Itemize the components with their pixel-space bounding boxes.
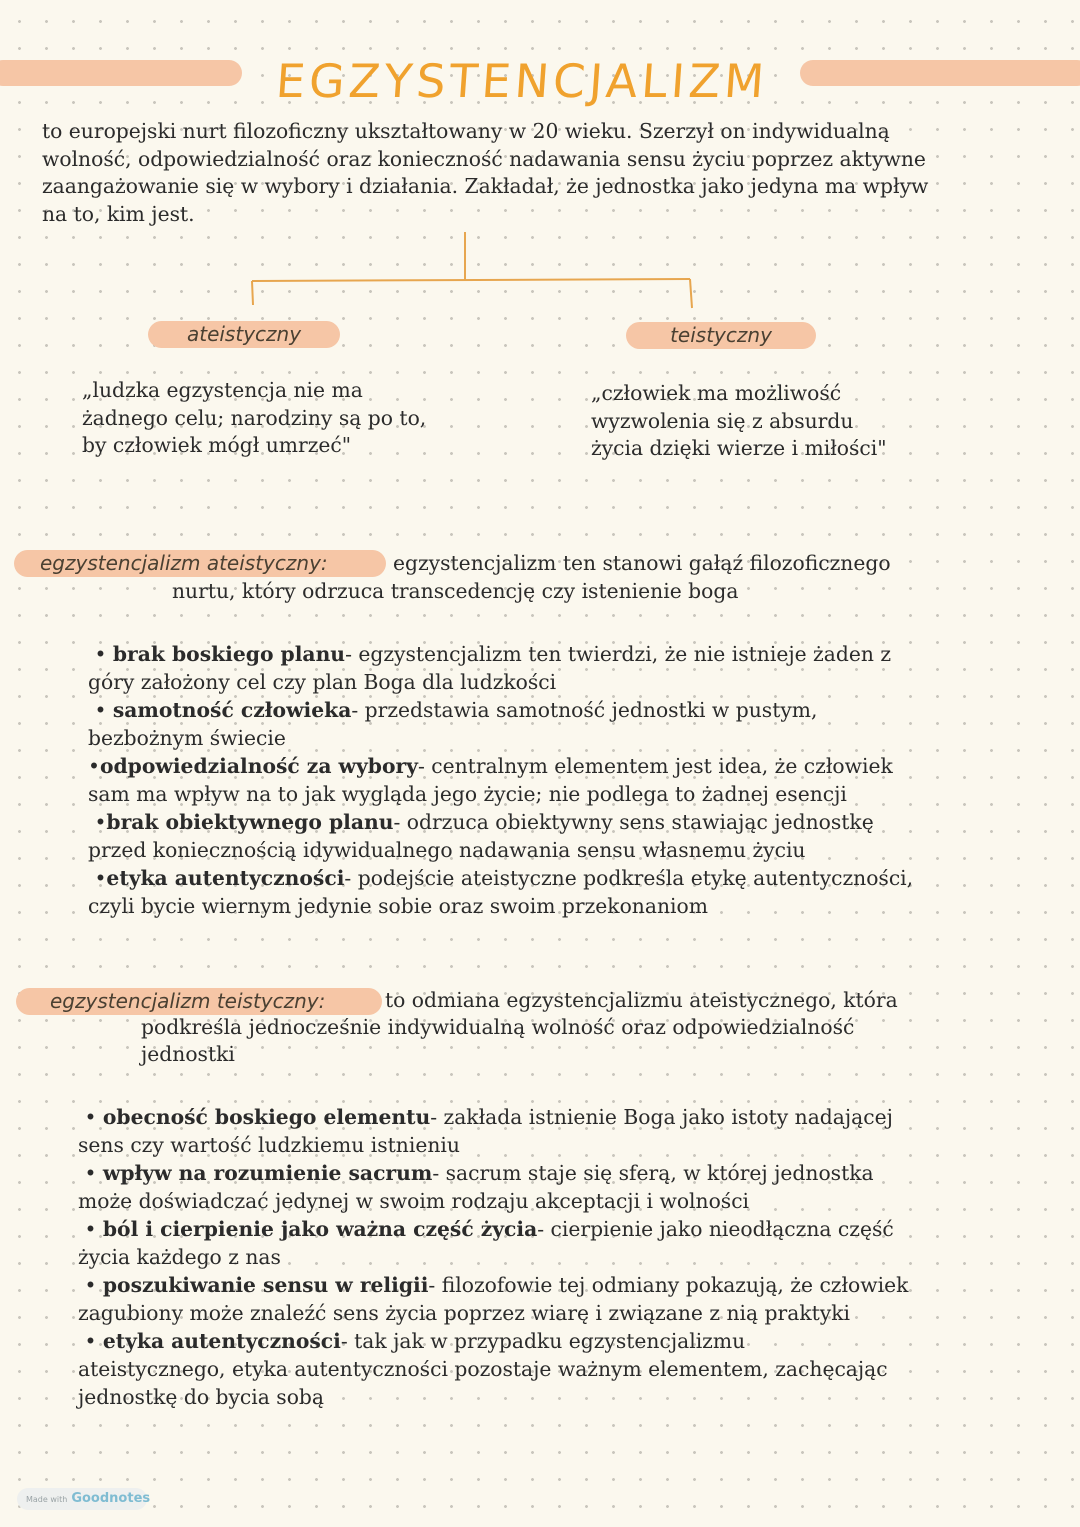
- item-desc: - filozofowie tej odmiany pokazują, że człowiek: [428, 1273, 909, 1297]
- list-item: • obecność boskiego elementu- zakłada istnienie Boga jako istoty nadającej sens czy wartość ludzkiemu istnieniu: [78, 1103, 908, 1159]
- atheistic-definition-1: egzystencjalizm ten stanowi gałąź filozoficznego: [393, 551, 891, 575]
- list-item: •etyka autentyczności- podejście ateistyczne podkreśla etykę autentyczności, czyli bycie wiernym jedynie sobie oraz swoim przekonaniom: [88, 866, 914, 918]
- atheistic-feature-list: [88, 640, 913, 920]
- item-desc: - sacrum staje się sferą, w której jednostka: [432, 1161, 874, 1185]
- item-desc: - odrzuca obiektywny sens stawiając jednostkę: [393, 810, 874, 834]
- item-term: odpowiedzialność za wybory: [99, 754, 418, 778]
- atheistic-definition-2: nurtu, który odrzuca transcedencję czy istenienie boga: [172, 579, 739, 603]
- theistic-definition-1: to odmiana egzystencjalizmu ateistycznego, która: [385, 988, 898, 1012]
- item-desc-cont: jednostkę do bycia sobą: [78, 1385, 324, 1409]
- item-desc-cont: góry założony cel czy plan Boga dla ludzkości: [88, 670, 557, 694]
- item-desc-cont: ateistycznego, etyka autentyczności pozostaje ważnym elementem, zachęcając: [78, 1357, 888, 1381]
- atheistic-heading: egzystencjalizm ateistyczny:: [14, 550, 386, 577]
- branch-crossbar: [252, 279, 690, 281]
- intro-line: wolność, odpowiedzialność oraz konieczność nadawania sensu życiu poprzez aktywne: [42, 146, 926, 171]
- list-item: • samotność człowieka- przedstawia samotność jednostki w pustym, bezbożnym świecie: [88, 696, 913, 752]
- branch-left-drop: [252, 281, 253, 305]
- atheistic-quote: „ludzka egzystencja nie ma żadnego celu; narodziny są po to, by człowiek mógł umrzeć": [82, 378, 427, 457]
- intro-line: to europejski nurt filozoficzny ukształtowany w 20 wieku. Szerzył on indywidualną: [42, 119, 890, 143]
- theistic-definition-2: podkreśla jednocześnie indywidualną wolność oraz odpowiedzialność: [141, 1015, 855, 1039]
- item-term: poszukiwanie sensu w religii: [102, 1273, 429, 1297]
- made-with-label: Made with: [26, 1495, 68, 1504]
- item-term: samotność człowieka: [112, 698, 352, 722]
- item-desc-cont: zagubiony może znaleźć sens życia poprzez wiarę i związane z nią praktyki: [78, 1301, 850, 1325]
- item-desc-cont: przed koniecznością idywidualnego nadawania sensu własnemu życiu: [88, 838, 806, 862]
- item-desc: - zakłada istnienie Boga jako istoty nadającej: [430, 1105, 893, 1129]
- item-term: etyka autentyczności: [102, 1329, 341, 1353]
- item-desc-cont: może doświadczać jedynej w swoim rodzaju akceptacji i wolności: [78, 1189, 750, 1213]
- branch-right-drop: [690, 279, 692, 308]
- item-desc-cont: sens czy wartość ludzkiemu istnieniu: [78, 1133, 460, 1157]
- list-item: • etyka autentyczności- tak jak w przypadku egzystencjalizmu ateistycznego, etyka autentyczności pozostaje ważnym elementem, zachęcając jednostkę do bycia sobą: [78, 1327, 908, 1411]
- item-desc-cont: życia każdego z nas: [78, 1245, 281, 1269]
- item-term: ból i cierpienie jako ważna część życia: [102, 1217, 538, 1241]
- item-desc: - egzystencjalizm ten twierdzi, że nie istnieje żaden z: [345, 642, 892, 666]
- item-term: etyka autentyczności: [106, 866, 345, 890]
- item-term: brak boskiego planu: [112, 642, 346, 666]
- item-term: wpływ na rozumienie sacrum: [102, 1161, 433, 1185]
- item-desc: - tak jak w przypadku egzystencjalizmu: [340, 1329, 746, 1353]
- branch-label-atheistic: ateistyczny: [148, 321, 340, 348]
- list-item: •brak obiektywnego planu- odrzuca obiektywny sens stawiając jednostkę przed koniecznością idywidualnego nadawania sensu własnemu życiu: [88, 808, 913, 864]
- item-desc-cont: bezbożnym świecie: [88, 726, 286, 750]
- theistic-definition-3: jednostki: [141, 1042, 235, 1066]
- item-term: obecność boskiego elementu: [102, 1105, 431, 1129]
- goodnotes-badge: [17, 1488, 151, 1510]
- item-desc-cont: czyli bycie wiernym jedynie sobie oraz swoim przekonaniom: [88, 894, 708, 918]
- page-title: EGZYSTENCJALIZM: [274, 54, 770, 108]
- item-desc: - cierpienie jako nieodłączna część: [537, 1217, 894, 1241]
- item-desc: - centralnym elementem jest idea, że człowiek: [417, 754, 893, 778]
- goodnotes-brand: Goodnotes: [71, 1491, 151, 1506]
- item-desc-cont: sam ma wpływ na to jak wygląda jego życie; nie podlega to żadnej esencji: [88, 782, 847, 806]
- intro-line: zaangażowanie się w wybory i działania. Zakładał, że jednostka jako jedyna ma wpływ: [42, 174, 929, 198]
- list-item: • brak boskiego planu- egzystencjalizm ten twierdzi, że nie istnieje żaden z góry założony cel czy plan Boga dla ludzkości: [88, 640, 913, 696]
- intro-line: na to, kim jest.: [42, 201, 195, 226]
- list-item: • wpływ na rozumienie sacrum- sacrum staje się sferą, w której jednostka może doświadczać jedynej w swoim rodzaju akceptacji i wolności: [78, 1159, 908, 1215]
- theistic-quote: „człowiek ma możliwość wyzwolenia się z absurdu życia dzięki wierze i miłości": [591, 381, 887, 460]
- branch-label-theistic: teistyczny: [626, 322, 816, 349]
- branch-diagram: [0, 0, 1080, 320]
- list-item: • ból i cierpienie jako ważna część życia- cierpienie jako nieodłączna część życia każdego z nas: [78, 1215, 908, 1271]
- list-item: • poszukiwanie sensu w religii- filozofowie tej odmiany pokazują, że człowiek zagubiony może znaleźć sens życia poprzez wiarę i związane z nią praktyki: [78, 1273, 909, 1325]
- theistic-feature-list: [78, 1103, 908, 1411]
- list-item: •odpowiedzialność za wybory- centralnym elementem jest idea, że człowiek sam ma wpływ na to jak wygląda jego życie; nie podlega to żadnej esencji: [88, 752, 913, 808]
- theistic-heading: egzystencjalizm teistyczny:: [16, 988, 382, 1015]
- item-desc: - przedstawia samotność jednostki w pustym,: [351, 698, 818, 722]
- item-term: brak obiektywnego planu: [106, 810, 394, 834]
- item-desc: - podejście ateistyczne podkreśla etykę autentyczności,: [344, 866, 914, 890]
